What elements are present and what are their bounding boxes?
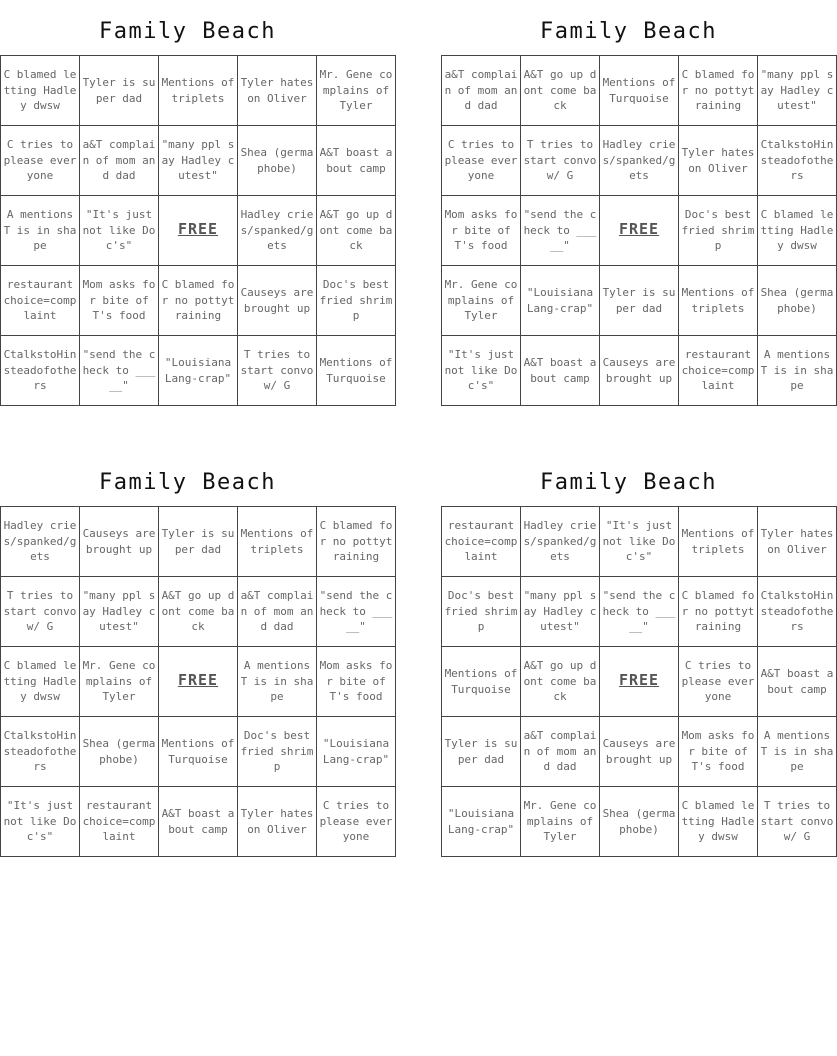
bingo-cell xyxy=(80,266,159,336)
bingo-cell xyxy=(238,266,317,336)
bingo-row xyxy=(442,577,837,647)
bingo-cell xyxy=(679,787,758,857)
bingo-cell-text: Mentions of triplets xyxy=(681,527,755,556)
bingo-cell-text: a&T complain of mom and dad xyxy=(523,729,597,774)
bingo-cell xyxy=(442,787,521,857)
bingo-cell xyxy=(600,266,679,336)
bingo-cell-text: Shea (germaphobe) xyxy=(602,807,676,836)
bingo-cell xyxy=(317,717,396,787)
bingo-cell xyxy=(80,126,159,196)
bingo-cell-text: A&T go up dont come back xyxy=(319,208,393,253)
bingo-cell-text: "Louisiana Lang-crap" xyxy=(164,356,232,385)
bingo-cell-text: Doc's best fried shrimp xyxy=(681,208,755,253)
bingo-cell xyxy=(317,787,396,857)
bingo-cell xyxy=(1,647,80,717)
bingo-cell-text: A&T boast about camp xyxy=(161,807,235,836)
bingo-cell xyxy=(600,56,679,126)
bingo-cell-text: "Louisiana Lang-crap" xyxy=(447,807,515,836)
bingo-cell xyxy=(442,266,521,336)
bingo-cell xyxy=(521,507,600,577)
bingo-cell-text: Mr. Gene complains of Tyler xyxy=(523,799,597,844)
bingo-cell xyxy=(521,56,600,126)
bingo-cell xyxy=(521,647,600,717)
bingo-cell-text: Mr. Gene complains of Tyler xyxy=(319,68,393,113)
bingo-cell-text: Mentions of triplets xyxy=(161,76,235,105)
card-title: Family Beach xyxy=(99,470,276,495)
bingo-cell xyxy=(1,56,80,126)
card-title: Family Beach xyxy=(540,470,717,495)
bingo-cell xyxy=(80,507,159,577)
bingo-cell xyxy=(679,507,758,577)
bingo-cell xyxy=(758,336,837,406)
bingo-cell xyxy=(679,647,758,717)
bingo-cell-text: C blamed for no pottytraining xyxy=(681,589,755,634)
bingo-cell xyxy=(159,56,238,126)
bingo-cell xyxy=(317,56,396,126)
bingo-cell-text: C tries to please everyone xyxy=(319,799,393,844)
bingo-row xyxy=(1,577,396,647)
bingo-cell-text: Tyler is super dad xyxy=(602,286,676,315)
bingo-row xyxy=(1,196,396,266)
bingo-cell xyxy=(442,56,521,126)
bingo-cell-text: C blamed for no pottytraining xyxy=(161,278,235,323)
bingo-cell-text: Mr. Gene complains of Tyler xyxy=(444,278,518,323)
bingo-cell xyxy=(238,126,317,196)
bingo-cell-text: C blamed letting Hadley dwsw xyxy=(3,68,77,113)
bingo-card-3 xyxy=(0,456,393,857)
bingo-cell xyxy=(679,266,758,336)
bingo-cell-text: Shea (germaphobe) xyxy=(82,737,156,766)
bingo-grid xyxy=(0,506,396,857)
bingo-cell-text: Hadley cries/spanked/gets xyxy=(602,138,676,183)
bingo-cell xyxy=(238,787,317,857)
bingo-cell xyxy=(521,787,600,857)
bingo-cell-text: "It's just not like Doc's" xyxy=(444,348,518,393)
bingo-cell-text: Mentions of triplets xyxy=(681,286,755,315)
bingo-cell-text: Hadley cries/spanked/gets xyxy=(523,519,597,564)
bingo-cell-text: Mr. Gene complains of Tyler xyxy=(82,659,156,704)
bingo-cell xyxy=(80,577,159,647)
bingo-cell-text: C tries to please everyone xyxy=(681,659,755,704)
bingo-card-4 xyxy=(441,456,834,857)
bingo-row xyxy=(442,336,837,406)
bingo-cell xyxy=(159,126,238,196)
card-title: Family Beach xyxy=(540,19,717,44)
card-title: Family Beach xyxy=(99,19,276,44)
bingo-cell-text: A mentions T is in shape xyxy=(760,729,834,774)
bingo-cell-text: "many ppl say Hadley cutest" xyxy=(82,589,156,634)
bingo-cell xyxy=(159,266,238,336)
bingo-cell-text: Mom asks for bite of T's food xyxy=(319,659,393,704)
bingo-cell xyxy=(679,56,758,126)
bingo-cell xyxy=(758,787,837,857)
bingo-cell-text: C tries to please everyone xyxy=(3,138,77,183)
bingo-cell-text: Tyler is super dad xyxy=(444,737,518,766)
bingo-cell xyxy=(1,507,80,577)
bingo-cell-text: a&T complain of mom and dad xyxy=(82,138,156,183)
bingo-cell-text: A&T go up dont come back xyxy=(161,589,235,634)
bingo-cell-text: T tries to start convo w/ G xyxy=(3,589,77,634)
bingo-cell-text: Tyler hates on Oliver xyxy=(681,146,755,175)
bingo-cell xyxy=(317,196,396,266)
bingo-cell-text: Mentions of triplets xyxy=(240,527,314,556)
bingo-row xyxy=(442,266,837,336)
bingo-cell xyxy=(521,717,600,787)
bingo-cell-text: CtalkstoHinsteadofothers xyxy=(3,729,77,774)
bingo-row xyxy=(1,717,396,787)
free-space xyxy=(159,647,238,717)
bingo-cell xyxy=(80,196,159,266)
bingo-cell-text: restaurant choice=complaint xyxy=(444,519,518,564)
bingo-cell xyxy=(758,196,837,266)
bingo-grid xyxy=(441,506,837,857)
bingo-cell-text: Mom asks for bite of T's food xyxy=(681,729,755,774)
bingo-cell-text: Doc's best fried shrimp xyxy=(240,729,314,774)
bingo-cell-text: CtalkstoHinsteadofothers xyxy=(760,589,834,634)
bingo-grid xyxy=(0,55,396,406)
bingo-cell xyxy=(600,717,679,787)
bingo-cell-text: restaurant choice=complaint xyxy=(3,278,77,323)
bingo-cell xyxy=(1,577,80,647)
bingo-cell xyxy=(317,577,396,647)
bingo-cell xyxy=(1,266,80,336)
bingo-cell-text: Mentions of Turquoise xyxy=(444,667,518,696)
free-space xyxy=(600,196,679,266)
bingo-row xyxy=(442,787,837,857)
bingo-cell-text: A mentions T is in shape xyxy=(240,659,314,704)
bingo-cell xyxy=(80,717,159,787)
bingo-cell xyxy=(317,647,396,717)
bingo-cell xyxy=(238,717,317,787)
bingo-row xyxy=(1,787,396,857)
bingo-cell-text: T tries to start convo w/ G xyxy=(240,348,314,393)
bingo-cell-text: T tries to start convo w/ G xyxy=(760,799,834,844)
bingo-cell-text: C blamed letting Hadley dwsw xyxy=(760,208,834,253)
bingo-cell xyxy=(80,647,159,717)
bingo-cell-text: "It's just not like Doc's" xyxy=(82,208,156,253)
free-space-label: FREE xyxy=(177,220,219,239)
bingo-cell xyxy=(1,126,80,196)
bingo-cell xyxy=(600,787,679,857)
bingo-cell xyxy=(238,56,317,126)
bingo-cell-text: "send the check to _____" xyxy=(602,589,676,634)
bingo-cell xyxy=(159,336,238,406)
bingo-cell xyxy=(521,266,600,336)
bingo-cell-text: a&T complain of mom and dad xyxy=(240,589,314,634)
bingo-cell xyxy=(159,577,238,647)
bingo-cell-text: C blamed letting Hadley dwsw xyxy=(3,659,77,704)
bingo-cell xyxy=(159,717,238,787)
bingo-cell xyxy=(521,577,600,647)
bingo-cell-text: A&T boast about camp xyxy=(319,146,393,175)
bingo-cell xyxy=(758,647,837,717)
bingo-row xyxy=(1,126,396,196)
bingo-row xyxy=(442,507,837,577)
bingo-row xyxy=(442,196,837,266)
bingo-cell xyxy=(1,196,80,266)
bingo-card-2 xyxy=(441,5,834,406)
bingo-cell-text: Doc's best fried shrimp xyxy=(319,278,393,323)
bingo-cell xyxy=(238,507,317,577)
bingo-cell xyxy=(80,56,159,126)
bingo-cell xyxy=(159,787,238,857)
bingo-cell-text: Causeys are brought up xyxy=(82,527,156,556)
bingo-cell xyxy=(600,577,679,647)
bingo-cell xyxy=(442,196,521,266)
bingo-cell xyxy=(679,336,758,406)
bingo-card-1 xyxy=(0,5,393,406)
bingo-cell-text: Mentions of Turquoise xyxy=(319,356,393,385)
bingo-row xyxy=(1,56,396,126)
bingo-cell-text: "send the check to _____" xyxy=(523,208,597,253)
bingo-cell-text: CtalkstoHinsteadofothers xyxy=(760,138,834,183)
bingo-cell-text: "many ppl say Hadley cutest" xyxy=(760,68,834,113)
bingo-grid xyxy=(441,55,837,406)
bingo-cell-text: A&T go up dont come back xyxy=(523,68,597,113)
bingo-cell-text: "Louisiana Lang-crap" xyxy=(526,286,594,315)
bingo-cell xyxy=(442,507,521,577)
bingo-cell-text: Shea (germaphobe) xyxy=(760,286,834,315)
bingo-row xyxy=(442,126,837,196)
bingo-cell-text: C blamed for no pottytraining xyxy=(319,519,393,564)
bingo-cell xyxy=(1,336,80,406)
bingo-cell-text: Tyler hates on Oliver xyxy=(240,76,314,105)
bingo-row xyxy=(1,647,396,717)
bingo-cell xyxy=(80,787,159,857)
bingo-cell xyxy=(238,577,317,647)
bingo-cell-text: CtalkstoHinsteadofothers xyxy=(3,348,77,393)
bingo-cell xyxy=(758,56,837,126)
bingo-cell xyxy=(442,126,521,196)
bingo-cell-text: "send the check to _____" xyxy=(319,589,393,634)
free-space-label: FREE xyxy=(177,671,219,690)
bingo-cell xyxy=(442,577,521,647)
bingo-cell-text: "many ppl say Hadley cutest" xyxy=(523,589,597,634)
bingo-cell-text: "Louisiana Lang-crap" xyxy=(322,737,390,766)
bingo-cell xyxy=(600,126,679,196)
bingo-row xyxy=(442,56,837,126)
bingo-cell xyxy=(80,336,159,406)
bingo-cell xyxy=(758,717,837,787)
bingo-cell xyxy=(238,336,317,406)
bingo-cell xyxy=(442,717,521,787)
bingo-cell xyxy=(758,507,837,577)
bingo-cell xyxy=(679,717,758,787)
bingo-cell-text: Mom asks for bite of T's food xyxy=(444,208,518,253)
bingo-cell-text: Hadley cries/spanked/gets xyxy=(3,519,77,564)
bingo-cell xyxy=(758,266,837,336)
bingo-cell-text: Causeys are brought up xyxy=(602,737,676,766)
bingo-cell-text: "many ppl say Hadley cutest" xyxy=(161,138,235,183)
bingo-row xyxy=(1,507,396,577)
bingo-cell xyxy=(317,507,396,577)
bingo-cell xyxy=(159,507,238,577)
bingo-cell xyxy=(521,336,600,406)
bingo-cell-text: C blamed for no pottytraining xyxy=(681,68,755,113)
bingo-cell-text: C blamed letting Hadley dwsw xyxy=(681,799,755,844)
bingo-cell-text: Mentions of Turquoise xyxy=(602,76,676,105)
bingo-cell-text: restaurant choice=complaint xyxy=(82,799,156,844)
bingo-cell-text: Causeys are brought up xyxy=(240,286,314,315)
bingo-cell xyxy=(1,717,80,787)
bingo-cell xyxy=(317,266,396,336)
bingo-cell-text: C tries to please everyone xyxy=(444,138,518,183)
bingo-cell-text: "It's just not like Doc's" xyxy=(3,799,77,844)
bingo-cell xyxy=(600,336,679,406)
bingo-row xyxy=(442,647,837,717)
bingo-cell-text: A mentions T is in shape xyxy=(760,348,834,393)
bingo-cell xyxy=(238,647,317,717)
bingo-cell-text: T tries to start convo w/ G xyxy=(523,138,597,183)
bingo-cell xyxy=(600,507,679,577)
bingo-cell-text: a&T complain of mom and dad xyxy=(444,68,518,113)
bingo-cell xyxy=(679,577,758,647)
bingo-cell xyxy=(758,126,837,196)
bingo-cell-text: Tyler is super dad xyxy=(82,76,156,105)
bingo-cell-text: "It's just not like Doc's" xyxy=(602,519,676,564)
bingo-cell xyxy=(679,126,758,196)
bingo-cell-text: Hadley cries/spanked/gets xyxy=(240,208,314,253)
free-space-label: FREE xyxy=(618,220,660,239)
bingo-cell xyxy=(758,577,837,647)
bingo-cell-text: Tyler hates on Oliver xyxy=(760,527,834,556)
bingo-cell-text: Mom asks for bite of T's food xyxy=(82,278,156,323)
bingo-cell xyxy=(317,126,396,196)
bingo-cell xyxy=(442,336,521,406)
bingo-cell-text: Doc's best fried shrimp xyxy=(444,589,518,634)
free-space xyxy=(159,196,238,266)
bingo-cell xyxy=(238,196,317,266)
bingo-cell xyxy=(1,787,80,857)
bingo-cell-text: "send the check to _____" xyxy=(82,348,156,393)
bingo-cell-text: A&T boast about camp xyxy=(760,667,834,696)
bingo-cell xyxy=(521,126,600,196)
bingo-cell-text: restaurant choice=complaint xyxy=(681,348,755,393)
bingo-cell-text: Tyler is super dad xyxy=(161,527,235,556)
bingo-cell-text: A mentions T is in shape xyxy=(3,208,77,253)
bingo-cell xyxy=(679,196,758,266)
bingo-cell-text: Tyler hates on Oliver xyxy=(240,807,314,836)
bingo-cell-text: Causeys are brought up xyxy=(602,356,676,385)
bingo-cell-text: A&T go up dont come back xyxy=(523,659,597,704)
bingo-cell-text: Shea (germaphobe) xyxy=(240,146,314,175)
free-space-label: FREE xyxy=(618,671,660,690)
bingo-cell xyxy=(442,647,521,717)
free-space xyxy=(600,647,679,717)
bingo-cell xyxy=(317,336,396,406)
bingo-row xyxy=(1,266,396,336)
bingo-cell-text: Mentions of Turquoise xyxy=(161,737,235,766)
bingo-cell xyxy=(521,196,600,266)
bingo-row xyxy=(1,336,396,406)
bingo-cell-text: A&T boast about camp xyxy=(523,356,597,385)
bingo-row xyxy=(442,717,837,787)
